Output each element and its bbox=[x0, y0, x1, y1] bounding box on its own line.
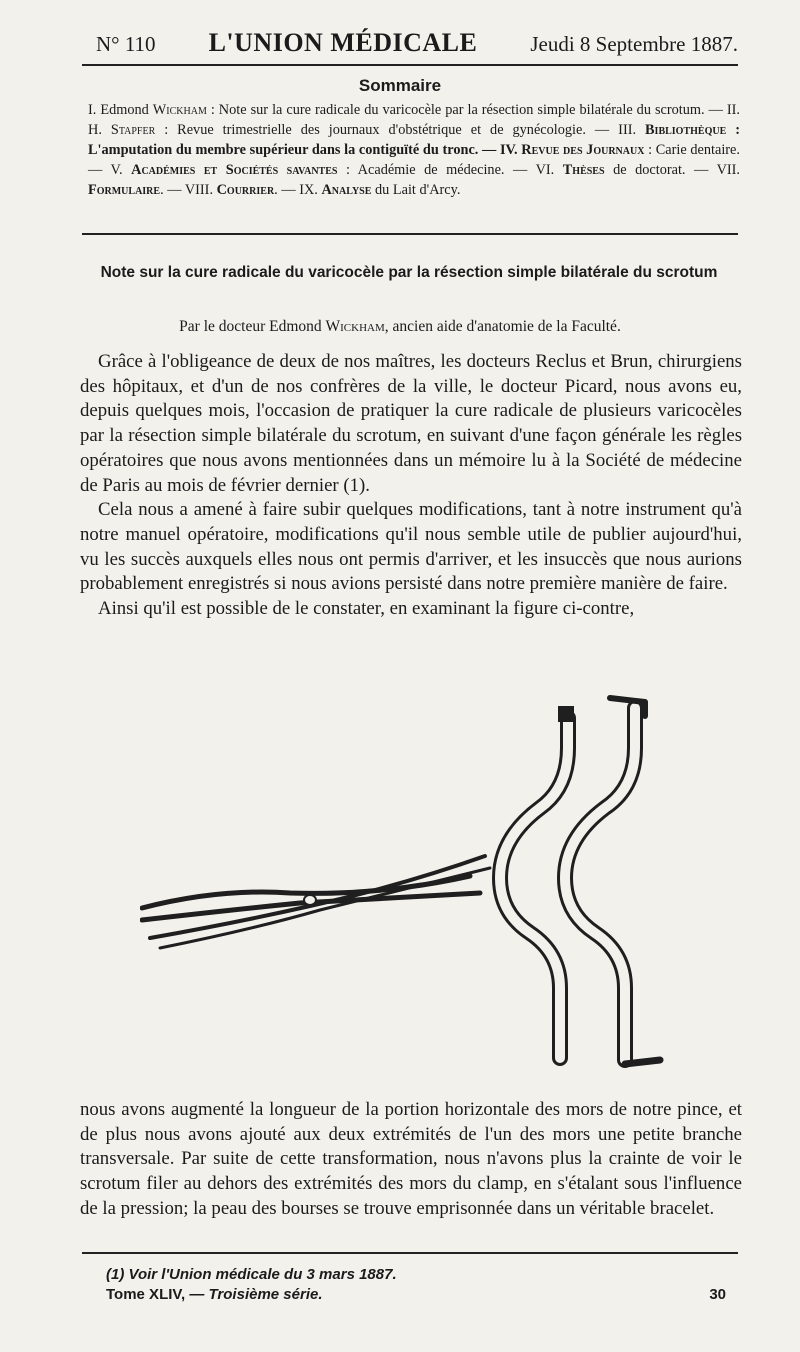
issue-number: N° 110 bbox=[96, 32, 156, 56]
summary-section: Bibliothèque bbox=[645, 122, 727, 138]
summary-part: . — IX. bbox=[274, 182, 322, 198]
summary-part: : L'amputation du membre supérieur dans la contiguïté du tronc. — IV. bbox=[88, 122, 740, 158]
paragraph-2: Cela nous a amené à faire subir quelques modifications, tant à notre instrument qu'à notre manuel opératoire, modifications qu'il nous semble utile de publier aujourd'hui, vu les succès auxquels elles nous ont permis d'arriver, et les insuccès que nous aurions probablement enregistrés si nous avions persisté dans notre première manière de faire. bbox=[80, 499, 742, 595]
byline-suffix: , ancien aide d'anatomie de la Faculté. bbox=[384, 318, 621, 335]
summary-section: Académies et Sociétés savantes bbox=[131, 162, 338, 178]
summary-part: . — VIII. bbox=[160, 182, 217, 198]
page-header bbox=[96, 28, 738, 62]
summary-part: de doctorat. — VII. bbox=[604, 162, 740, 178]
article-byline bbox=[0, 318, 800, 336]
tome-label: Tome XLIV, bbox=[106, 1286, 186, 1303]
summary-part: : Académie de médecine. — VI. bbox=[337, 162, 563, 178]
summary-section: Analyse bbox=[321, 182, 372, 198]
summary-part: I. Edmond bbox=[88, 102, 153, 118]
summary-section: Courrier bbox=[216, 182, 275, 198]
summary-section: Formulaire bbox=[88, 182, 161, 198]
paragraph-1: Grâce à l'obligeance de deux de nos maîtres, les docteurs Reclus et Brun, chirurgiens des hôpitaux, et d'un de nos confrères de la ville, le docteur Picard, nous avons eu, depuis quelques mois, l'occasion de pratiquer la cure radicale de plusieurs varicocèles par la résection simple bilatérale du scrotum, en suivant d'une façon générale les règles opératoires que nous avons mentionnées dans un mémoire lu à la Société de médecine de Paris au mois de février dernier (1). bbox=[80, 351, 742, 496]
article-body-bottom bbox=[80, 1098, 742, 1222]
footer-volume bbox=[106, 1286, 323, 1303]
journal-title: L'UNION MÉDICALE bbox=[208, 28, 478, 57]
article-title: Note sur la cure radicale du varicocèle par la résection simple bilatérale du scrotum bbox=[100, 264, 718, 281]
paragraph-4: nous avons augmenté la longueur de la portion horizontale des mors de notre pince, et de plus nous avons ajouté aux deux extrémités de l'un des mors une petite branche transversale. Par suite de cette transformation, nous n'avons plus la crainte de voir le scrotum filer au dehors des extrémités des mors du clamp, en s'étalant sous l'influence de la pression; la peau des bourses se trouve emprisonnée dans un véritable bracelet. bbox=[80, 1099, 742, 1219]
summary-author: Wickham bbox=[152, 102, 207, 118]
paragraph-3: Ainsi qu'il est possible de le constater, en examinant la figure ci-contre, bbox=[98, 598, 635, 620]
summary-rule bbox=[82, 233, 738, 235]
summary-part: : Revue trimestrielle des journaux d'obstétrique et de gynécologie. — III. bbox=[155, 122, 646, 138]
summary-section: Thèses bbox=[562, 162, 605, 178]
footer-line bbox=[106, 1286, 726, 1303]
summary-text bbox=[88, 100, 740, 200]
footnote-rule bbox=[82, 1252, 738, 1254]
header-rule bbox=[82, 64, 738, 66]
byline-author: Wickham bbox=[325, 318, 385, 335]
surgical-clamp-illustration bbox=[140, 688, 670, 1078]
summary-title: Sommaire bbox=[358, 76, 442, 95]
summary-part: : Note sur la cure radicale du varicocèle par la résection simple bilatérale du scrotum. — II. H. bbox=[88, 102, 740, 138]
byline-prefix: Par le docteur Edmond bbox=[179, 318, 326, 335]
summary-part: du Lait d'Arcy. bbox=[371, 182, 461, 198]
series-label: — Troisième série. bbox=[189, 1286, 323, 1303]
footnote: (1) Voir l'Union médicale du 3 mars 1887. bbox=[106, 1266, 397, 1283]
summary-part: : Carie dentaire. — V. bbox=[88, 142, 740, 178]
article-body-top bbox=[80, 350, 742, 622]
issue-date: Jeudi 8 Septembre 1887. bbox=[530, 32, 738, 56]
summary-author: Stapfer bbox=[110, 122, 156, 138]
page-number: 30 bbox=[709, 1286, 726, 1303]
summary-section: Revue des Journaux bbox=[521, 142, 645, 158]
